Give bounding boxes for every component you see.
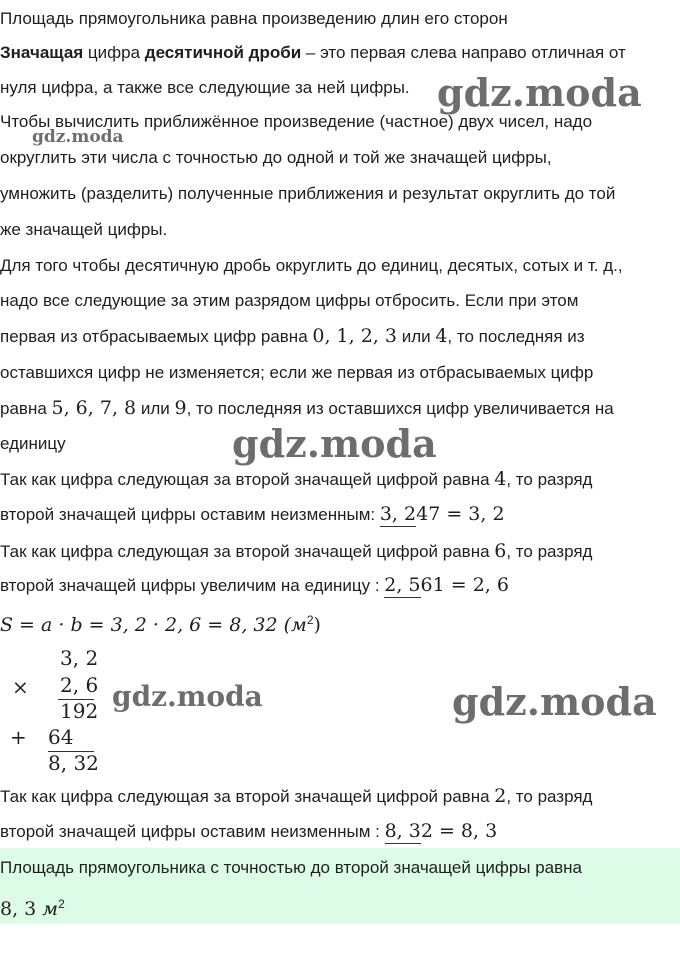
- text-line-12: равна 5, 6, 7, 8 или 9, то последняя из оставшихся цифр увеличивается на: [0, 397, 614, 419]
- text-line-10: первая из отбрасываемых цифр равна 0, 1, 2, 3 или 4, то последняя из: [0, 325, 585, 347]
- mult-plus-sign: +: [10, 725, 27, 749]
- watermark: gdz.moda: [112, 680, 263, 713]
- text-line-4: Чтобы вычислить приближённое произведение (частное) двух чисел, надо: [0, 112, 593, 131]
- mult-times-sign: ×: [12, 675, 29, 699]
- text-line-7: же значащей цифры.: [0, 220, 168, 239]
- text-line-1: Площадь прямоугольника равна произведению длин его сторон: [0, 9, 508, 28]
- watermark: gdz.moda: [32, 127, 124, 147]
- mult-partial-2: 64: [48, 725, 74, 749]
- text-line-3: нуля цифра, а также все следующие за ней цифры.: [0, 78, 410, 97]
- text-line-19: Так как цифра следующая за второй значащей цифрой равна 2, то разряд: [0, 785, 593, 807]
- text-line-17: второй значащей цифры увеличим на единицу : 2, 561 = 2, 6: [0, 574, 509, 596]
- text-line-20: второй значащей цифры оставим неизменным : 8, 32 = 8, 3: [0, 820, 498, 842]
- text-line-2: Значащая цифра десятичной дроби – это первая слева направо отличная от: [0, 43, 626, 62]
- text-line-5: округлить эти числа с точностью до одной и той же значащей цифры,: [0, 148, 552, 167]
- watermark: gdz.moda: [232, 421, 437, 466]
- text-line-6: умножить (разделить) полученные приближения и результат округлить до той: [0, 184, 616, 203]
- mult-top: 3, 2: [60, 646, 99, 670]
- text-line-8: Для того чтобы десятичную дробь округлить до единиц, десятых, сотых и т. д.,: [0, 256, 623, 275]
- mult-result: 8, 32: [48, 751, 99, 775]
- mult-partial-1: 192: [60, 699, 99, 723]
- mult-second: 2, 6: [60, 673, 99, 697]
- text-line-13: единицу: [0, 434, 66, 453]
- text-line-9: надо все следующие за этим разрядом цифры отбросить. Если при этом: [0, 291, 579, 310]
- watermark: gdz.moda: [452, 679, 657, 724]
- text-line-15: второй значащей цифры оставим неизменным: 3, 247 = 3, 2: [0, 503, 505, 525]
- text-line-16: Так как цифра следующая за второй значащей цифрой равна 6, то разряд: [0, 540, 593, 562]
- formula-area: S = a · b = 3, 2 · 2, 6 = 8, 32 $(м^2)$: [0, 613, 321, 636]
- text-line-11: оставшихся цифр не изменяется; если же первая из отбрасываемых цифр: [0, 363, 594, 382]
- text-line-14: Так как цифра следующая за второй значащей цифрой равна 4, то разряд: [0, 468, 593, 490]
- answer-line-1: Площадь прямоугольника с точностью до второй значащей цифры равна: [0, 858, 583, 877]
- answer-line-2: 8, 3 $м^2$: [0, 897, 65, 920]
- watermark: gdz.moda: [437, 70, 642, 115]
